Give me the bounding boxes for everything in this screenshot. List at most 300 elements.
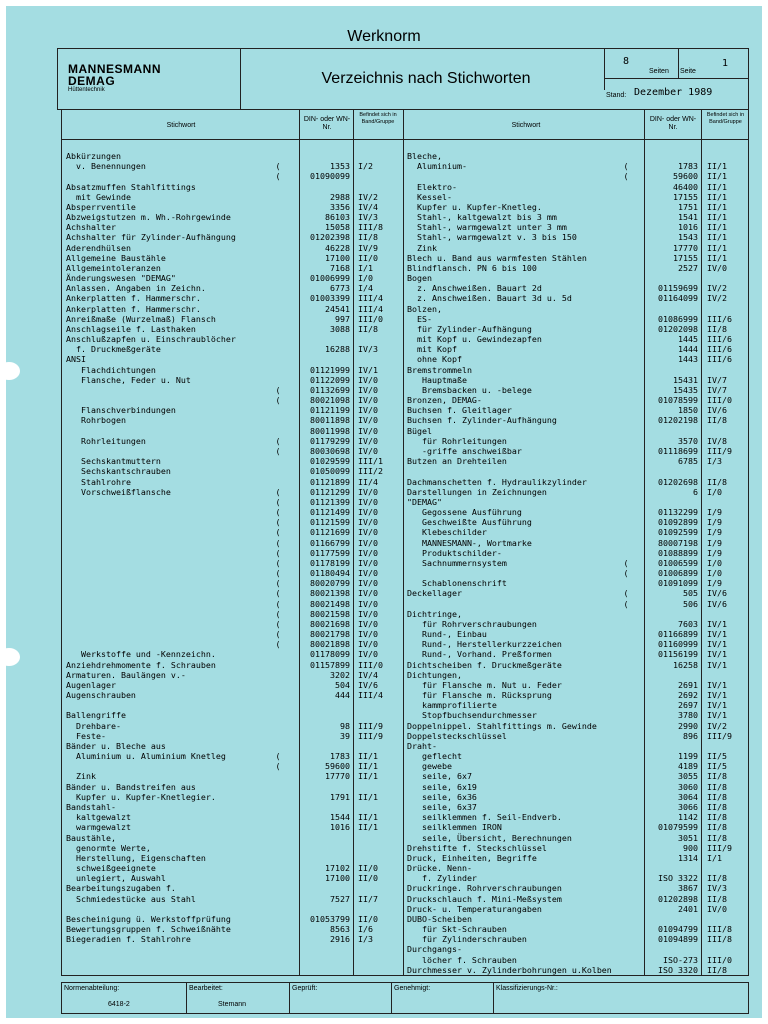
index-entry (407, 822, 749, 832)
entry-keyword: DUBO-Scheiben (407, 913, 472, 924)
index-entry (66, 690, 403, 700)
col-header-din-left: DIN- oder WN-Nr. (303, 116, 351, 131)
entry-keyword: Stahlrohre (66, 476, 131, 487)
entry-band-group: IV/1 (707, 629, 727, 640)
entry-din-number: 01006999 (310, 273, 350, 284)
entry-band-group: IV/0 (358, 608, 378, 619)
punch-hole-bottom (0, 648, 20, 666)
entry-din-number: 2988 (330, 191, 350, 202)
index-entry (407, 639, 749, 649)
entry-din-number: 4189 (678, 761, 698, 772)
entry-band-group: III/6 (707, 313, 732, 324)
entry-keyword: seilklemmen f. Seil-Endverb. (407, 812, 562, 823)
entry-keyword: Gegossene Ausführung (407, 507, 522, 518)
entry-bracket: ( (275, 588, 281, 599)
entry-band-group: III/4 (358, 293, 383, 304)
index-entry (66, 232, 403, 242)
index-entry (66, 314, 403, 324)
index-entry (407, 395, 749, 405)
entry-band-group: IV/1 (707, 639, 727, 650)
entry-din-number: 15435 (673, 384, 698, 395)
entry-bracket: ( (275, 618, 281, 629)
footer-genehmigt-label: Genehmigt: (394, 985, 431, 992)
entry-bracket: ( (275, 547, 281, 558)
entry-keyword: Ballengriffe (66, 710, 126, 721)
entry-din-number: 01006899 (658, 568, 698, 579)
entry-din-number: 80021598 (310, 608, 350, 619)
index-entry (407, 955, 749, 965)
index-entry (407, 812, 749, 822)
index-entry (407, 568, 749, 578)
entry-din-number: 01090099 (310, 171, 350, 182)
entry-bracket: ( (623, 557, 629, 568)
index-entry (66, 283, 403, 293)
entry-band-group: IV/7 (707, 384, 727, 395)
entry-din-number: 46400 (673, 181, 698, 192)
entry-din-number: 24541 (325, 303, 350, 314)
entry-din-number: 2691 (678, 679, 698, 690)
entry-din-number: 01003399 (310, 293, 350, 304)
index-entry (66, 548, 403, 558)
entry-keyword: Doppelsteckschlüssel (407, 730, 507, 741)
entry-din-number: 3780 (678, 710, 698, 721)
entry-din-number: 01166799 (310, 537, 350, 548)
entry-band-group: II/8 (707, 873, 727, 884)
entry-keyword: Durchmesser v. Zylinderbohrungen u.Kolben (407, 964, 612, 975)
index-entry (407, 151, 749, 161)
index-entry (66, 721, 403, 731)
entry-din-number: 80011998 (310, 425, 350, 436)
entry-din-number: 01132699 (310, 384, 350, 395)
entry-keyword: Allgemeine Baustähle (66, 252, 166, 263)
entry-keyword: -griffe anschweißbar (407, 445, 522, 456)
entry-band-group: I/1 (358, 262, 373, 273)
entry-band-group: II/8 (358, 232, 378, 243)
entry-keyword: Geschweißte Ausführung (407, 517, 532, 528)
index-entry (66, 873, 403, 883)
index-entry (407, 344, 749, 354)
index-entry (66, 802, 403, 812)
entry-keyword: warmgewalzt (66, 822, 131, 833)
index-entry (407, 161, 749, 171)
entry-din-number: 01157899 (310, 659, 350, 670)
entry-din-number: 01180494 (310, 568, 350, 579)
entry-band-group: II/1 (707, 212, 727, 223)
index-entry (66, 843, 403, 853)
entry-keyword: Flachdichtungen (66, 364, 156, 375)
index-entry (407, 517, 749, 527)
entry-band-group: II/1 (707, 201, 727, 212)
footer-klassifizierungs-label: Klassifizierungs-Nr.: (496, 985, 558, 992)
entry-band-group: III/2 (358, 466, 383, 477)
index-entry (407, 263, 749, 273)
entry-band-group: IV/1 (707, 710, 727, 721)
index-entry (66, 385, 403, 395)
entry-din-number: 59600 (673, 171, 698, 182)
company-logo-line3: Hüttentechnik (68, 87, 105, 93)
entry-band-group: I/0 (707, 486, 722, 497)
index-entry (66, 161, 403, 171)
entry-din-number: 17100 (325, 252, 350, 263)
entry-keyword: Aluminium u. Aluminium Knetleg (66, 751, 226, 762)
entry-din-number: 3356 (330, 201, 350, 212)
entry-keyword: für Rohrverschraubungen (407, 618, 537, 629)
footer-normenabteilung-value: 6418-2 (108, 1001, 130, 1008)
entry-band-group: II/8 (707, 415, 727, 426)
entry-band-group: IV/0 (358, 395, 378, 406)
entry-keyword: Aluminium- (407, 161, 467, 172)
entry-keyword: Achshalter für Zylinder-Aufhängung (66, 232, 236, 243)
entry-keyword: mit Kopf u. Gewindezapfen (407, 334, 542, 345)
entry-bracket: ( (623, 171, 629, 182)
index-entry (66, 324, 403, 334)
entry-band-group: I/9 (707, 578, 722, 589)
entry-keyword: für Flansche m. Nut u. Feder (407, 679, 562, 690)
entry-keyword: Hauptmaße (407, 374, 467, 385)
entry-din-number: 01202198 (658, 415, 698, 426)
entry-keyword: Bolzen, (407, 303, 442, 314)
entry-bracket: ( (275, 527, 281, 538)
index-entry (66, 782, 403, 792)
index-entry (407, 629, 749, 639)
index-entry (407, 538, 749, 548)
entry-din-number: 3055 (678, 771, 698, 782)
entry-band-group: I/3 (358, 934, 373, 945)
entry-din-number: 15431 (673, 374, 698, 385)
entry-keyword: Armaturen. Baulängen v.- (66, 669, 186, 680)
entry-din-number: 2692 (678, 690, 698, 701)
entry-din-number: 2401 (678, 903, 698, 914)
entry-din-number: 17770 (325, 771, 350, 782)
entry-band-group: III/0 (707, 954, 732, 965)
index-entry (66, 171, 403, 181)
entry-din-number: 3051 (678, 832, 698, 843)
index-entry (66, 894, 403, 904)
index-entry (407, 670, 749, 680)
col-header-band-left: Befindet sich in Band/Gruppe (359, 112, 397, 125)
index-entry (407, 710, 749, 720)
entry-keyword: seile, Übersicht, Berechnungen (407, 832, 572, 843)
right-column-entries (407, 151, 749, 975)
entry-band-group: II/8 (707, 822, 727, 833)
index-entry (407, 487, 749, 497)
entry-keyword: Kessel- (407, 191, 452, 202)
entry-band-group: II/0 (358, 252, 378, 263)
company-logo-line1: MANNESMANN (68, 62, 161, 76)
entry-keyword: Rohrbogen (66, 415, 126, 426)
entry-band-group: IV/0 (358, 649, 378, 660)
entry-din-number: 46228 (325, 242, 350, 253)
entry-din-number: 01177599 (310, 547, 350, 558)
index-entry (407, 497, 749, 507)
entry-din-number: 01132299 (658, 507, 698, 518)
index-entry (66, 354, 403, 364)
index-entry (66, 883, 403, 893)
entry-din-number: 506 (683, 598, 698, 609)
entry-din-number: 01094799 (658, 924, 698, 935)
entry-band-group: III/4 (358, 303, 383, 314)
entry-keyword: Kupfer u. Kupfer-Knetleg. (407, 201, 542, 212)
index-entry (66, 588, 403, 598)
entry-din-number: 80021798 (310, 629, 350, 640)
entry-din-number: 1544 (330, 812, 350, 823)
entry-keyword: Rohrleitungen (66, 435, 146, 446)
entry-din-number: 80021498 (310, 598, 350, 609)
entry-din-number: 1543 (678, 232, 698, 243)
index-entry (407, 375, 749, 385)
entry-band-group: III/0 (358, 659, 383, 670)
col-header-stichwort-right: Stichwort (511, 122, 541, 129)
entry-band-group: IV/3 (707, 883, 727, 894)
index-entry (407, 588, 749, 598)
entry-bracket: ( (275, 486, 281, 497)
stand-label: Stand: (606, 92, 627, 99)
entry-din-number: 01202098 (658, 323, 698, 334)
entry-keyword: seile, 6x37 (407, 802, 477, 812)
entry-din-number: 01053799 (310, 913, 350, 924)
stand-value: Dezember 1989 (634, 87, 713, 98)
entry-keyword: Bandstahl- (66, 802, 116, 812)
entry-keyword: Blindflansch. PN 6 bis 100 (407, 262, 537, 273)
entry-band-group: II/1 (358, 761, 378, 772)
index-entry (407, 192, 749, 202)
entry-keyword: Bewertungsgruppen f. Schweißnähte (66, 924, 231, 935)
index-entry (407, 507, 749, 517)
entry-keyword: Drehstifte f. Steckschlüssel (407, 842, 547, 853)
entry-band-group: II/0 (358, 863, 378, 874)
index-entry (66, 405, 403, 415)
entry-band-group: II/8 (707, 791, 727, 802)
entry-keyword: Sechskantschrauben (66, 466, 171, 477)
entry-keyword: für Skt-Schrauben (407, 924, 507, 935)
entry-din-number: 997 (335, 313, 350, 324)
index-entry (66, 344, 403, 354)
entry-din-number: 01121899 (310, 476, 350, 487)
index-entry (407, 934, 749, 944)
entry-din-number: 01091099 (658, 578, 698, 589)
index-entry (66, 517, 403, 527)
entry-band-group: IV/1 (358, 364, 378, 375)
entry-din-number: 8563 (330, 924, 350, 935)
entry-bracket: ( (623, 588, 629, 599)
index-entry (66, 253, 403, 263)
index-entry (407, 609, 749, 619)
index-entry (407, 578, 749, 588)
entry-din-number: 01156199 (658, 649, 698, 660)
index-entry (66, 741, 403, 751)
entry-bracket: ( (275, 578, 281, 589)
entry-keyword: "DEMAG" (407, 496, 442, 507)
entry-band-group: I/9 (707, 507, 722, 518)
entry-keyword: Augenschrauben (66, 690, 136, 701)
entry-keyword: seilklemmen IRON (407, 822, 502, 833)
entry-din-number: 6785 (678, 456, 698, 467)
entry-din-number: 01006599 (658, 557, 698, 568)
entry-keyword: Flanschverbindungen (66, 405, 176, 416)
entry-band-group: IV/0 (358, 618, 378, 629)
index-entry (407, 944, 749, 954)
entry-keyword: Bügel (407, 425, 432, 436)
entry-band-group: II/1 (707, 181, 727, 192)
entry-band-group: II/1 (707, 161, 727, 172)
index-entry (407, 894, 749, 904)
entry-band-group: IV/2 (707, 283, 727, 294)
entry-bracket: ( (275, 598, 281, 609)
entry-band-group: IV/1 (707, 690, 727, 701)
index-entry (66, 761, 403, 771)
index-entry (66, 212, 403, 222)
entry-keyword: Feste- (66, 730, 106, 741)
index-entry (407, 904, 749, 914)
entry-band-group: II/1 (707, 191, 727, 202)
entry-band-group: IV/1 (707, 700, 727, 711)
index-entry (407, 771, 749, 781)
entry-band-group: II/5 (707, 751, 727, 762)
entry-band-group: IV/1 (707, 659, 727, 670)
index-entry (66, 670, 403, 680)
entry-band-group: II/0 (358, 873, 378, 884)
index-entry (66, 771, 403, 781)
entry-din-number: 900 (683, 842, 698, 853)
entry-keyword: f. Zylinder (407, 873, 477, 884)
entry-band-group: III/6 (707, 354, 732, 365)
index-entry (407, 761, 749, 771)
entry-keyword: Abzweigstutzen m. Wh.-Rohrgewinde (66, 212, 231, 223)
entry-keyword: für Flansche m. Rücksprung (407, 690, 552, 701)
index-entry (407, 304, 749, 314)
index-entry (407, 466, 749, 476)
entry-band-group: IV/0 (358, 527, 378, 538)
entry-din-number: 98 (340, 720, 350, 731)
entry-keyword: Bremstrommeln (407, 364, 472, 375)
entry-din-number: 01178099 (310, 649, 350, 660)
entry-din-number: 01121399 (310, 496, 350, 507)
index-entry (66, 619, 403, 629)
entry-keyword: Doppelnippel. Stahlfittings m. Gewinde (407, 720, 597, 731)
entry-band-group: IV/6 (707, 405, 727, 416)
entry-din-number: 17155 (673, 191, 698, 202)
entry-keyword: seile, 6x7 (407, 771, 472, 782)
index-entry (66, 558, 403, 568)
entry-keyword: genormte Werte, (66, 842, 151, 853)
entry-din-number: 1443 (678, 354, 698, 365)
entry-keyword: Bremsbacken u. -belege (407, 384, 532, 395)
index-entry (407, 782, 749, 792)
entry-keyword: Absatzmuffen Stahlfittings (66, 181, 196, 192)
entry-din-number: 1444 (678, 344, 698, 355)
entry-keyword: Biegeradien f. Stahlrohre (66, 934, 191, 945)
entry-keyword: Ankerplatten f. Hammerschr. (66, 293, 201, 304)
entry-band-group: IV/4 (358, 201, 378, 212)
entry-keyword: kaltgewalzt (66, 812, 131, 823)
entry-din-number: 80021698 (310, 618, 350, 629)
index-entry (407, 314, 749, 324)
entry-keyword: Dichtringe, (407, 608, 462, 619)
entry-din-number: 1783 (330, 751, 350, 762)
index-entry (407, 243, 749, 253)
entry-band-group: III/9 (358, 730, 383, 741)
entry-band-group: II/8 (707, 812, 727, 823)
footer-bearbeitet-value: Stemann (218, 1001, 247, 1008)
index-entry (66, 497, 403, 507)
entry-band-group: I/9 (707, 547, 722, 558)
index-entry (66, 395, 403, 405)
entry-keyword: seile, 6x36 (407, 791, 477, 802)
index-entry (407, 558, 749, 568)
index-entry (407, 700, 749, 710)
company-logo-line2: DEMAG (68, 74, 116, 88)
entry-keyword: Druck- u. Temperaturangaben (407, 903, 542, 914)
entry-keyword: Drehbare- (66, 720, 121, 731)
index-entry (407, 863, 749, 873)
entry-band-group: I/0 (707, 557, 722, 568)
entry-bracket: ( (275, 761, 281, 772)
entry-bracket: ( (275, 395, 281, 406)
entry-band-group: III/0 (707, 395, 732, 406)
entry-band-group: IV/6 (707, 598, 727, 609)
entry-keyword: Vorschweißflansche (66, 486, 171, 497)
footer-normenabteilung-label: Normenabteilung: (64, 985, 120, 992)
entry-keyword: Aderendhülsen (66, 242, 131, 253)
index-entry (66, 639, 403, 649)
entry-bracket: ( (275, 537, 281, 548)
index-entry (407, 802, 749, 812)
entry-keyword: Allgemeintoleranzen (66, 262, 161, 273)
index-entry (66, 192, 403, 202)
entry-band-group: IV/0 (358, 445, 378, 456)
index-entry (407, 660, 749, 670)
entry-din-number: 6 (693, 486, 698, 497)
entry-band-group: IV/0 (358, 374, 378, 385)
index-entry (66, 415, 403, 425)
entry-band-group: IV/2 (707, 293, 727, 304)
entry-din-number: 444 (335, 690, 350, 701)
entry-keyword: Durchgangs- (407, 944, 462, 955)
index-entry (407, 182, 749, 192)
index-entry (407, 883, 749, 893)
entry-keyword: für Zylinder-Aufhängung (407, 323, 532, 334)
entry-keyword: für Zylinderschrauben (407, 934, 527, 945)
entry-keyword: Blech u. Band aus warmfesten Stählen (407, 252, 587, 263)
entry-din-number: 6773 (330, 283, 350, 294)
entry-band-group: IV/0 (358, 629, 378, 640)
entry-din-number: 01092899 (658, 517, 698, 528)
entry-din-number: 01079599 (658, 822, 698, 833)
entry-keyword: Darstellungen in Zeichnungen (407, 486, 547, 497)
index-entry (407, 924, 749, 934)
index-entry (407, 253, 749, 263)
entry-din-number: 80021098 (310, 395, 350, 406)
entry-bracket: ( (275, 435, 281, 446)
index-entry (407, 426, 749, 436)
entry-din-number: 1541 (678, 212, 698, 223)
entry-din-number: 15058 (325, 222, 350, 233)
entry-din-number: 3088 (330, 323, 350, 334)
entry-keyword: f. Druckmeßgeräte (66, 344, 161, 355)
index-entry (66, 304, 403, 314)
entry-din-number: ISO 3320 (658, 964, 698, 975)
entry-band-group: IV/0 (358, 598, 378, 609)
entry-keyword: Drücke. Nenn- (407, 863, 472, 874)
entry-band-group: IV/0 (358, 557, 378, 568)
index-entry (66, 629, 403, 639)
index-entry (407, 751, 749, 761)
col-header-band-right: Befindet sich in Band/Gruppe (706, 112, 745, 125)
entry-band-group: III/9 (358, 720, 383, 731)
index-entry (66, 334, 403, 344)
index-entry (407, 965, 749, 975)
footer-bearbeitet-label: Bearbeitet: (189, 985, 223, 992)
